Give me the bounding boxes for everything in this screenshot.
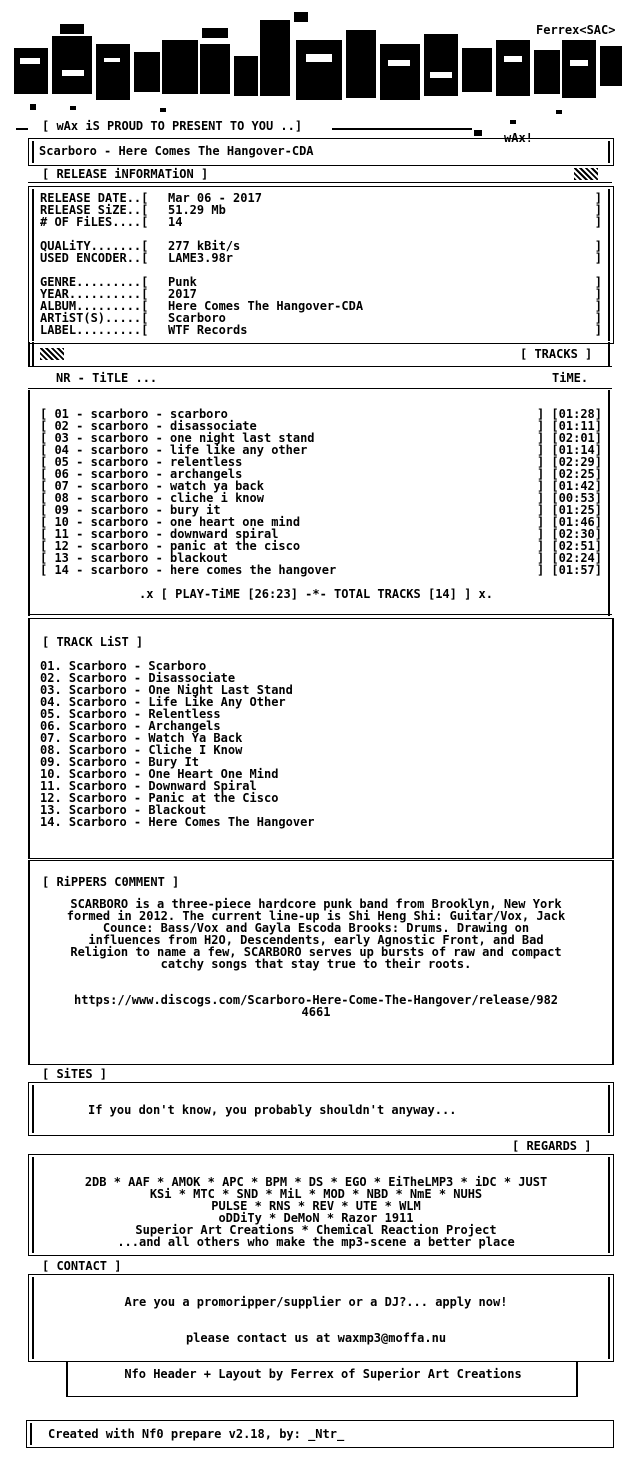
contact-heading: [ CONTACT ] xyxy=(42,1259,122,1273)
release-info-label: ARTiST(S).....[ xyxy=(40,311,149,325)
track-time: ] [02:01] xyxy=(536,431,602,445)
release-info-label: YEAR..........[ xyxy=(40,287,149,301)
presents-line: [ wAx iS PROUD TO PRESENT TO YOU ..] xyxy=(42,119,303,133)
release-info-label: RELEASE SiZE..[ xyxy=(40,203,149,217)
release-info-value: WTF Records xyxy=(168,323,248,337)
regards-line: Superior Art Creations * Chemical Reaction Project xyxy=(135,1223,497,1237)
release-info-label: USED ENCODER..[ xyxy=(40,251,149,265)
track-time: ] [01:11] xyxy=(536,419,602,433)
release-title-box xyxy=(28,138,614,166)
comment-url-line[interactable]: 4661 xyxy=(301,1005,331,1019)
divider xyxy=(332,128,472,130)
track-time: ] [02:30] xyxy=(536,527,602,541)
regards-heading: [ REGARDS ] xyxy=(512,1139,592,1153)
track-title: [ 02 - scarboro - disassociate xyxy=(40,419,257,433)
regards-line: oDDiTy * DeMoN * Razor 1911 xyxy=(218,1211,414,1225)
header-credit: Ferrex<SAC> xyxy=(536,23,616,37)
bracket-close: ] xyxy=(594,251,602,265)
track-title: [ 06 - scarboro - archangels xyxy=(40,467,243,481)
comment-line: SCARBORO is a three-piece hardcore punk band from Brooklyn, New York xyxy=(70,897,562,911)
regards-line: PULSE * RNS * REV * UTE * WLM xyxy=(211,1199,421,1213)
track-list-heading: [ TRACK LiST ] xyxy=(42,635,144,649)
release-info-value: LAME3.98r xyxy=(168,251,234,265)
layout-credit-frame xyxy=(66,1362,578,1397)
release-info-label: LABEL.........[ xyxy=(40,323,149,337)
track-list-item: 12. Scarboro - Panic at the Cisco xyxy=(40,791,279,805)
track-list-item: 07. Scarboro - Watch Ya Back xyxy=(40,731,243,745)
contact-email[interactable]: please contact us at waxmp3@moffa.nu xyxy=(185,1331,447,1345)
release-info-value: 2017 xyxy=(168,287,197,301)
release-info-value: 277 kBit/s xyxy=(168,239,241,253)
sites-heading: [ SiTES ] xyxy=(42,1067,108,1081)
track-title: [ 10 - scarboro - one heart one mind xyxy=(40,515,301,529)
track-time: ] [01:46] xyxy=(536,515,602,529)
track-list-item: 08. Scarboro - Cliche I Know xyxy=(40,743,243,757)
contact-box xyxy=(28,1274,614,1362)
track-title: [ 01 - scarboro - scarboro xyxy=(40,407,228,421)
release-info-label: # OF FiLES....[ xyxy=(40,215,149,229)
track-time: ] [02:51] xyxy=(536,539,602,553)
release-info-value: 51.29 Mb xyxy=(168,203,226,217)
track-list-item: 13. Scarboro - Blackout xyxy=(40,803,207,817)
release-info-label: ALBUM.........[ xyxy=(40,299,149,313)
bracket-close: ] xyxy=(594,323,602,337)
track-title: [ 05 - scarboro - relentless xyxy=(40,455,243,469)
track-list-item: 04. Scarboro - Life Like Any Other xyxy=(40,695,286,709)
release-info-value: Here Comes The Hangover-CDA xyxy=(168,299,364,313)
track-list-item: 09. Scarboro - Bury It xyxy=(40,755,199,769)
logo-tag: wAx! xyxy=(504,131,533,145)
comment-line: influences from H2O, Descendents, early Agnostic Front, and Bad xyxy=(88,933,544,947)
release-title: Scarboro - Here Comes The Hangover-CDA xyxy=(39,144,314,158)
divider xyxy=(16,128,28,130)
hatch-decoration xyxy=(574,168,598,180)
track-title: [ 13 - scarboro - blackout xyxy=(40,551,228,565)
comment-line: catchy songs that stay true to their roots. xyxy=(160,957,472,971)
release-info-label: RELEASE DATE..[ xyxy=(40,191,149,205)
release-info-row xyxy=(40,252,602,264)
track-list-item: 02. Scarboro - Disassociate xyxy=(40,671,236,685)
release-info-label: QUALiTY.......[ xyxy=(40,239,149,253)
track-list-item: 14. Scarboro - Here Comes The Hangover xyxy=(40,815,315,829)
track-title: [ 07 - scarboro - watch ya back xyxy=(40,479,264,493)
track-title: [ 14 - scarboro - here comes the hangover xyxy=(40,563,337,577)
track-list-item: 03. Scarboro - One Night Last Stand xyxy=(40,683,293,697)
tracks-summary: .x [ PLAY-TiME [26:23] -*- TOTAL TRACKS [14] ] x. xyxy=(138,587,493,601)
comment-line: formed in 2012. The current line-up is Shi Heng Shi: Guitar/Vox, Jack xyxy=(66,909,566,923)
track-title: [ 11 - scarboro - downward spiral xyxy=(40,527,279,541)
sites-text: If you don't know, you probably shouldn't anyway... xyxy=(88,1103,457,1117)
track-time: ] [00:53] xyxy=(536,491,602,505)
comment-line: Counce: Bass/Vox and Gayla Escoda Brooks: Drums. Drawing on xyxy=(102,921,530,935)
release-info-label: GENRE.........[ xyxy=(40,275,149,289)
created-with: Created with Nf0 prepare v2.18, by: _Ntr_ xyxy=(48,1427,345,1441)
tracks-heading: [ TRACKS ] xyxy=(520,347,593,361)
track-list-item: 10. Scarboro - One Heart One Mind xyxy=(40,767,279,781)
tracks-col-time: TiME. xyxy=(552,371,589,385)
track-row xyxy=(40,564,602,576)
bracket-close: ] xyxy=(594,287,602,301)
bracket-close: ] xyxy=(594,191,602,205)
regards-line: 2DB * AAF * AMOK * APC * BPM * DS * EGO * EiTheLMP3 * iDC * JUST xyxy=(84,1175,548,1189)
track-title: [ 08 - scarboro - cliche i know xyxy=(40,491,264,505)
track-title: [ 09 - scarboro - bury it xyxy=(40,503,221,517)
track-list-item: 06. Scarboro - Archangels xyxy=(40,719,221,733)
bracket-close: ] xyxy=(594,215,602,229)
ascii-logo xyxy=(0,0,632,136)
track-time: ] [01:14] xyxy=(536,443,602,457)
tracks-col-title: NR - TiTLE ... xyxy=(56,371,158,385)
track-time: ] [02:24] xyxy=(536,551,602,565)
track-time: ] [02:25] xyxy=(536,467,602,481)
release-info-value: Mar 06 - 2017 xyxy=(168,191,262,205)
comment-line: Religion to name a few, SCARBORO serves up bursts of raw and compact xyxy=(70,945,562,959)
track-time: ] [01:42] xyxy=(536,479,602,493)
layout-credit: Nfo Header + Layout by Ferrex of Superior Art Creations xyxy=(124,1367,522,1381)
track-list-item: 01. Scarboro - Scarboro xyxy=(40,659,207,673)
contact-line-apply: Are you a promoripper/supplier or a DJ?... apply now! xyxy=(124,1295,508,1309)
track-time: ] [02:29] xyxy=(536,455,602,469)
bracket-close: ] xyxy=(594,239,602,253)
track-title: [ 04 - scarboro - life like any other xyxy=(40,443,308,457)
release-info-heading: [ RELEASE iNFORMATiON ] xyxy=(42,167,209,181)
track-list-item: 05. Scarboro - Relentless xyxy=(40,707,221,721)
release-info-value: Punk xyxy=(168,275,197,289)
track-time: ] [01:28] xyxy=(536,407,602,421)
track-title: [ 03 - scarboro - one night last stand xyxy=(40,431,315,445)
regards-line: KSi * MTC * SND * MiL * MOD * NBD * NmE * NUHS xyxy=(149,1187,483,1201)
release-info-value: Scarboro xyxy=(168,311,226,325)
track-time: ] [01:57] xyxy=(536,563,602,577)
comment-heading: [ RiPPERS C0MMENT ] xyxy=(42,875,180,889)
logo-art xyxy=(0,0,632,136)
bracket-close: ] xyxy=(594,203,602,217)
comment-url-line[interactable]: https://www.discogs.com/Scarboro-Here-Come-The-Hangover/release/982 xyxy=(73,993,559,1007)
release-info-value: 14 xyxy=(168,215,183,229)
hatch-decoration xyxy=(40,348,64,360)
track-title: [ 12 - scarboro - panic at the cisco xyxy=(40,539,301,553)
regards-line: ...and all others who make the mp3-scene a better place xyxy=(117,1235,515,1249)
bracket-close: ] xyxy=(594,299,602,313)
track-time: ] [01:25] xyxy=(536,503,602,517)
bracket-close: ] xyxy=(594,311,602,325)
bracket-close: ] xyxy=(594,275,602,289)
track-list-item: 11. Scarboro - Downward Spiral xyxy=(40,779,257,793)
release-info-row xyxy=(40,216,602,228)
release-info-row xyxy=(40,324,602,336)
